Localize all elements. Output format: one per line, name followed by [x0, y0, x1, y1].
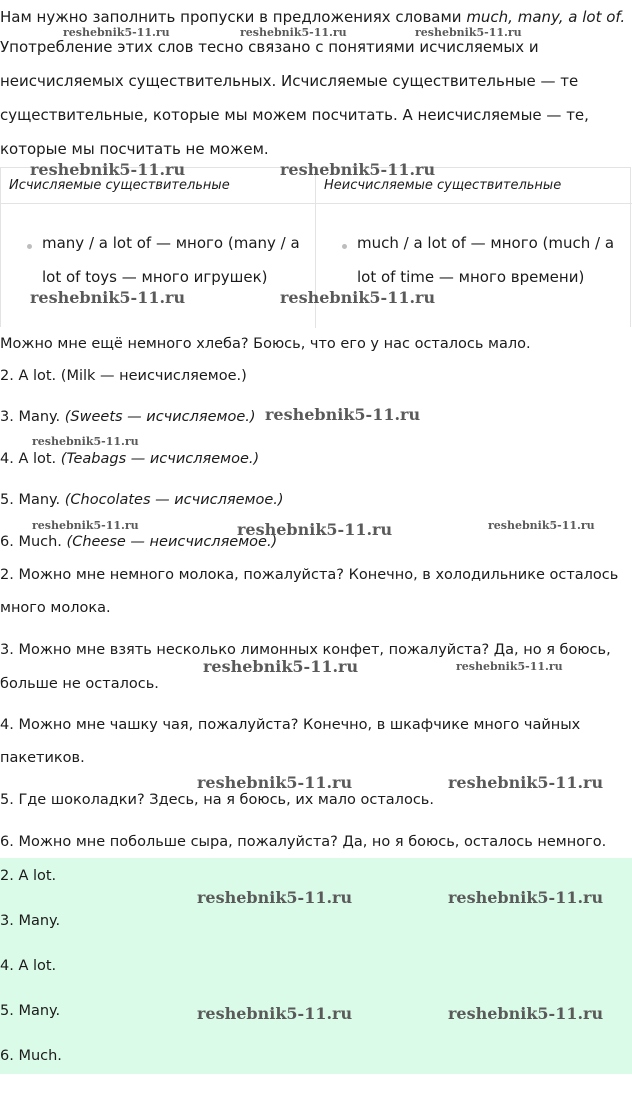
answer-item: 2. A lot.: [0, 868, 57, 884]
translation-line: много молока.: [0, 600, 111, 616]
example-sentence: Можно мне ещё немного хлеба? Боюсь, что его у нас осталось мало.: [0, 336, 531, 352]
table-header-countable: Исчисляемые существительные: [1, 168, 315, 204]
explanation-line: [0, 534, 277, 550]
explanation-line: [0, 492, 284, 508]
watermark: reshebnik5-11.ru: [30, 160, 186, 179]
explanation-note: (Chocolates — исчисляемое.): [64, 492, 284, 508]
translation-line: 5. Где шоколадки? Здесь, на я боюсь, их мало осталось.: [0, 792, 434, 808]
explanation-note: (Teabags — исчисляемое.): [60, 451, 260, 467]
watermark: reshebnik5-11.ru: [197, 773, 353, 792]
watermark: reshebnik5-11.ru: [488, 519, 595, 532]
watermark: reshebnik5-11.ru: [280, 288, 436, 307]
watermark: reshebnik5-11.ru: [203, 657, 359, 676]
watermark: reshebnik5-11.ru: [197, 888, 353, 907]
translation-line: 3. Можно мне взять несколько лимонных конфет, пожалуйста? Да, но я боюсь,: [0, 642, 611, 658]
bullet-icon: [27, 244, 32, 249]
translation-line: пакетиков.: [0, 750, 85, 766]
explanation-note: (Milk — неисчисляемое.): [60, 368, 247, 384]
watermark: reshebnik5-11.ru: [32, 435, 139, 448]
watermark: reshebnik5-11.ru: [415, 26, 522, 39]
explanation-line: [0, 409, 256, 425]
answer-item: 6. Much.: [0, 1048, 62, 1064]
watermark: reshebnik5-11.ru: [30, 288, 186, 307]
explanation-answer: 5. Many.: [0, 492, 61, 508]
explanation-line: [0, 368, 247, 384]
explanation-answer: 4. A lot.: [0, 451, 57, 467]
table-header-uncountable: Неисчисляемые существительные: [316, 168, 632, 204]
explanation-note: (Cheese — неисчисляемое.): [66, 534, 278, 550]
watermark: reshebnik5-11.ru: [197, 1004, 353, 1023]
watermark: reshebnik5-11.ru: [265, 405, 421, 424]
answer-item: 4. A lot.: [0, 958, 57, 974]
explanation-note: (Sweets — исчисляемое.): [64, 409, 256, 425]
watermark: reshebnik5-11.ru: [456, 660, 563, 673]
answer-item: 3. Many.: [0, 913, 61, 929]
bullet-icon: [342, 244, 347, 249]
intro-text-2: Употребление этих слов тесно связано с понятиями исчисляемых и неисчисляемых существительных. Исчисляемые существительные — те существительные, которые мы можем посчитать. А неисчисляемые — те, которые мы посчитать не можем.: [0, 38, 589, 158]
watermark: reshebnik5-11.ru: [448, 888, 604, 907]
translation-line: 4. Можно мне чашку чая, пожалуйста? Конечно, в шкафчике много чайных: [0, 717, 581, 733]
explanation-answer: 2. A lot.: [0, 368, 57, 384]
explanation-line: [0, 451, 259, 467]
uncountable-item: much / a lot of — много (much / a lot of time — много времени): [357, 234, 615, 286]
intro-text-1: Нам нужно заполнить пропуски в предложениях словами: [0, 8, 467, 26]
translation-line: больше не осталось.: [0, 676, 159, 692]
watermark: reshebnik5-11.ru: [280, 160, 436, 179]
table-cell-uncountable: [316, 204, 632, 294]
watermark: reshebnik5-11.ru: [63, 26, 170, 39]
watermark: reshebnik5-11.ru: [240, 26, 347, 39]
table-cell-countable: [1, 204, 315, 294]
countable-item: many / a lot of — много (many / a lot of toys — много игрушек): [42, 234, 300, 286]
translation-line: 6. Можно мне побольше сыра, пожалуйста? Да, но я боюсь, осталось немного.: [0, 834, 607, 850]
watermark: reshebnik5-11.ru: [237, 520, 393, 539]
watermark: reshebnik5-11.ru: [448, 773, 604, 792]
answer-item: 5. Many.: [0, 1003, 61, 1019]
watermark: reshebnik5-11.ru: [448, 1004, 604, 1023]
intro-words: much, many, a lot of.: [466, 8, 626, 26]
explanation-answer: 3. Many.: [0, 409, 61, 425]
watermark: reshebnik5-11.ru: [32, 519, 139, 532]
explanation-answer: 6. Much.: [0, 534, 62, 550]
translation-line: 2. Можно мне немного молока, пожалуйста? Конечно, в холодильнике осталось: [0, 567, 619, 583]
